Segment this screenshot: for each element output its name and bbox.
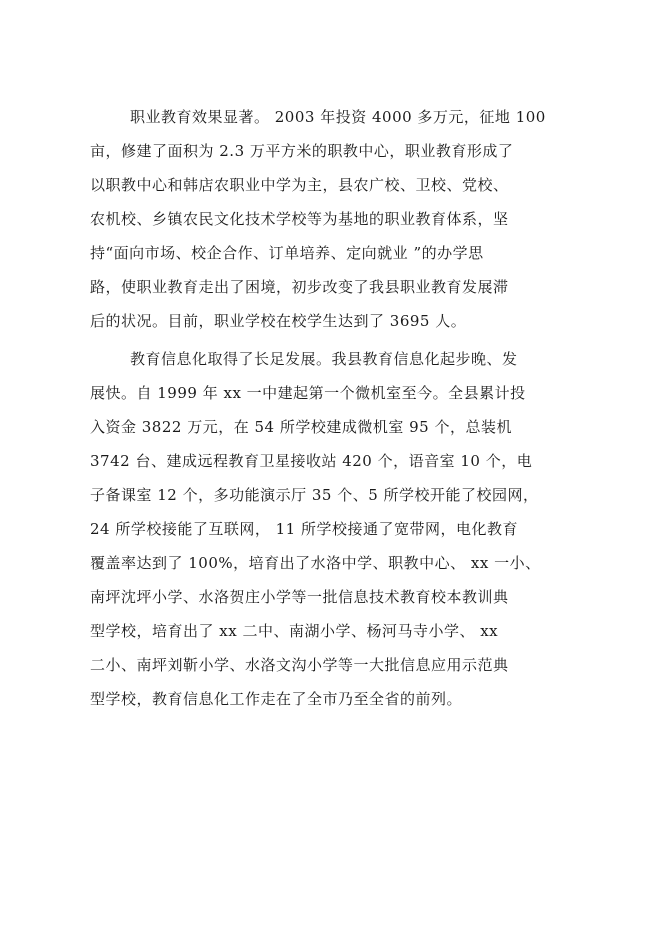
paragraph-education-informatization	[90, 342, 610, 716]
text-line: 24 所学校接能了互联网， 11 所学校接通了宽带网，电化教育	[90, 520, 518, 538]
text-line: 后的状况。目前，职业学校在校学生达到了 3695 人。	[90, 312, 467, 330]
text-line: 路，使职业教育走出了困境，初步改变了我县职业教育发展滞	[90, 278, 509, 296]
text-line: 型学校，教育信息化工作走在了全市乃至全省的前列。	[90, 690, 463, 708]
text-line: 覆盖率达到了 100%，培育出了水洛中学、职教中心、 xx 一小、	[90, 554, 541, 572]
text-line: 展快。自 1999 年 xx 一中建起第一个微机室至今。全县累计投	[90, 384, 526, 402]
text-line: 型学校，培育出了 xx 二中、南湖小学、杨河马寺小学、 xx	[90, 622, 499, 640]
text-line: 持“面向市场、校企合作、订单培养、定向就业 ”的办学思	[90, 244, 484, 262]
paragraph-vocational-education	[90, 100, 610, 338]
text-line: 以职教中心和韩店农职业中学为主，县农广校、卫校、党校、	[90, 176, 509, 194]
text-line: 二小、南坪刘靳小学、水洛文沟小学等一大批信息应用示范典	[90, 656, 509, 674]
text-line: 南坪沈坪小学、水洛贺庄小学等一批信息技术教育校本教训典	[90, 588, 509, 606]
text-line: 亩，修建了面积为 2.3 万平方米的职教中心，职业教育形成了	[90, 142, 514, 160]
text-line: 职业教育效果显著。 2003 年投资 4000 多万元，征地 100	[130, 108, 546, 126]
text-line: 农机校、乡镇农民文化技术学校等为基地的职业教育体系，坚	[90, 210, 509, 228]
text-line: 教育信息化取得了长足发展。我县教育信息化起步晚、发	[130, 350, 518, 368]
text-line: 3742 台、建成远程教育卫星接收站 420 个，语音室 10 个，电	[90, 452, 533, 470]
text-line: 子备课室 12 个，多功能演示厅 35 个、5 所学校开能了校园网，	[90, 486, 539, 504]
text-line: 入资金 3822 万元，在 54 所学校建成微机室 95 个，总装机	[90, 418, 512, 436]
